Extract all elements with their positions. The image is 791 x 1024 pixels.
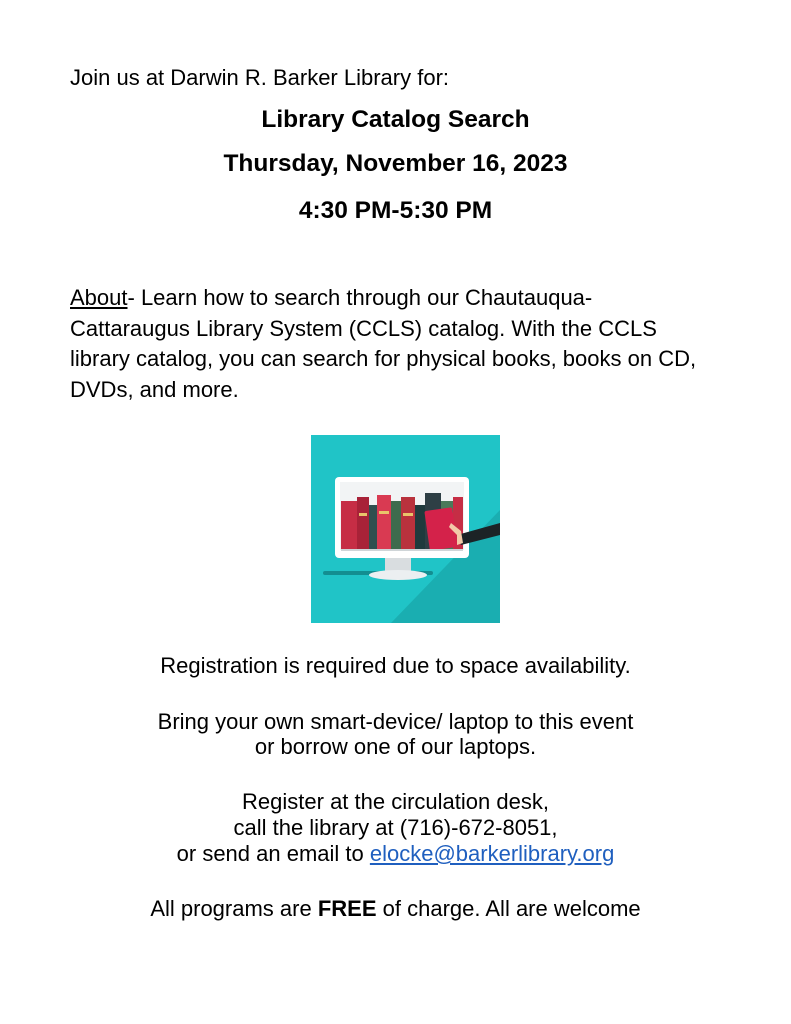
registration-notice: Registration is required due to space availability. [160,653,631,678]
about-label: About [70,285,128,310]
bring-device-line-1: Bring your own smart-device/ laptop to this event [157,709,634,734]
register-line-2: call the library at (716)-672-8051, [233,815,558,840]
computer-library-icon [311,435,500,623]
bring-device-line-2: or borrow one of our laptops. [254,734,537,759]
email-link[interactable]: elocke@barkerlibrary.org [369,841,615,866]
event-time: 4:30 PM-5:30 PM [298,197,493,224]
register-line-1: Register at the circulation desk, [242,789,549,814]
about-text: - Learn how to search through our Chautauqua-Cattaraugus Library System (CCLS) catalog. With the CCLS library catalog, you can search for physical books, books on CD, DVDs, and more. [70,285,697,402]
free-notice [0,896,791,921]
free-suffix: of charge. All are welcome [376,896,641,921]
free-emphasis: FREE [317,896,377,921]
event-title: Library Catalog Search [261,106,530,133]
event-date: Thursday, November 16, 2023 [223,150,568,177]
email-prefix: or send an email to [176,841,370,866]
intro-text: Join us at Darwin R. Barker Library for: [70,65,450,90]
about-paragraph [70,283,710,405]
free-prefix: All programs are [150,896,318,921]
register-line-3 [0,841,791,866]
